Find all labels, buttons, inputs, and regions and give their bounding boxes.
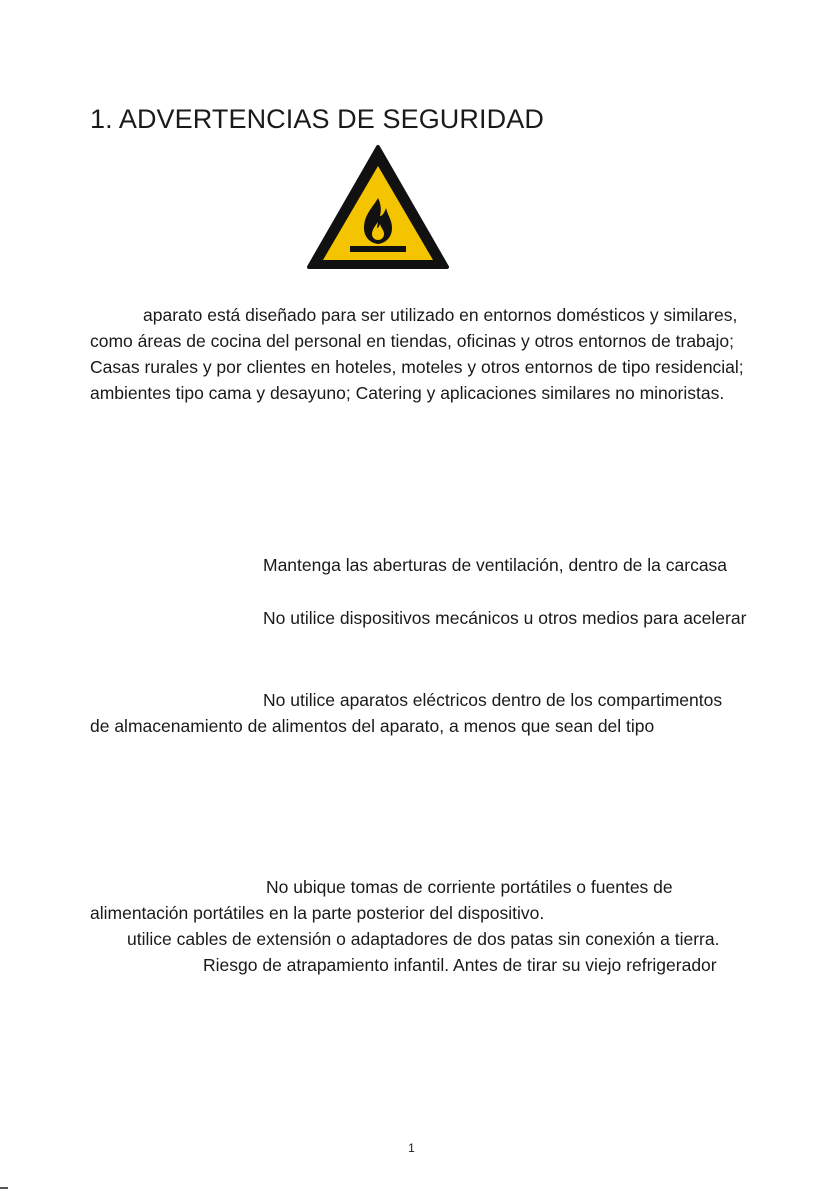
warning-electrical: No utilice aparatos eléctricos dentro de los compartimentos [263, 690, 723, 710]
intro-line: ambientes tipo cama y desayuno; Catering y aplicaciones similares no minoristas. [90, 383, 725, 403]
warning-ventilation: Mantenga las aberturas de ventilación, dentro de la carcasa [263, 555, 728, 575]
corner-mark [0, 1187, 8, 1189]
flammable-warning-icon [306, 144, 450, 270]
warning-mechanical: No utilice dispositivos mecánicos u otros medios para acelerar [263, 608, 747, 628]
intro-line: aparato está diseñado para ser utilizado en entornos domésticos y similares, [143, 305, 738, 325]
warning-outlets-cont: alimentación portátiles en la parte posterior del dispositivo. [90, 903, 545, 923]
intro-line: Casas rurales y por clientes en hoteles, moteles y otros entornos de tipo residencial; [90, 357, 744, 377]
intro-line: como áreas de cocina del personal en tiendas, oficinas y otros entornos de trabajo; [90, 331, 734, 351]
warning-outlets: No ubique tomas de corriente portátiles o fuentes de [266, 877, 673, 897]
page-number: 1 [408, 1141, 415, 1155]
warning-extension: utilice cables de extensión o adaptadores de dos patas sin conexión a tierra. [127, 929, 720, 949]
warning-electrical-cont: de almacenamiento de alimentos del aparato, a menos que sean del tipo [90, 716, 655, 736]
section-title: 1. ADVERTENCIAS DE SEGURIDAD [90, 104, 544, 134]
warning-child: Riesgo de atrapamiento infantil. Antes de tirar su viejo refrigerador [203, 955, 717, 975]
